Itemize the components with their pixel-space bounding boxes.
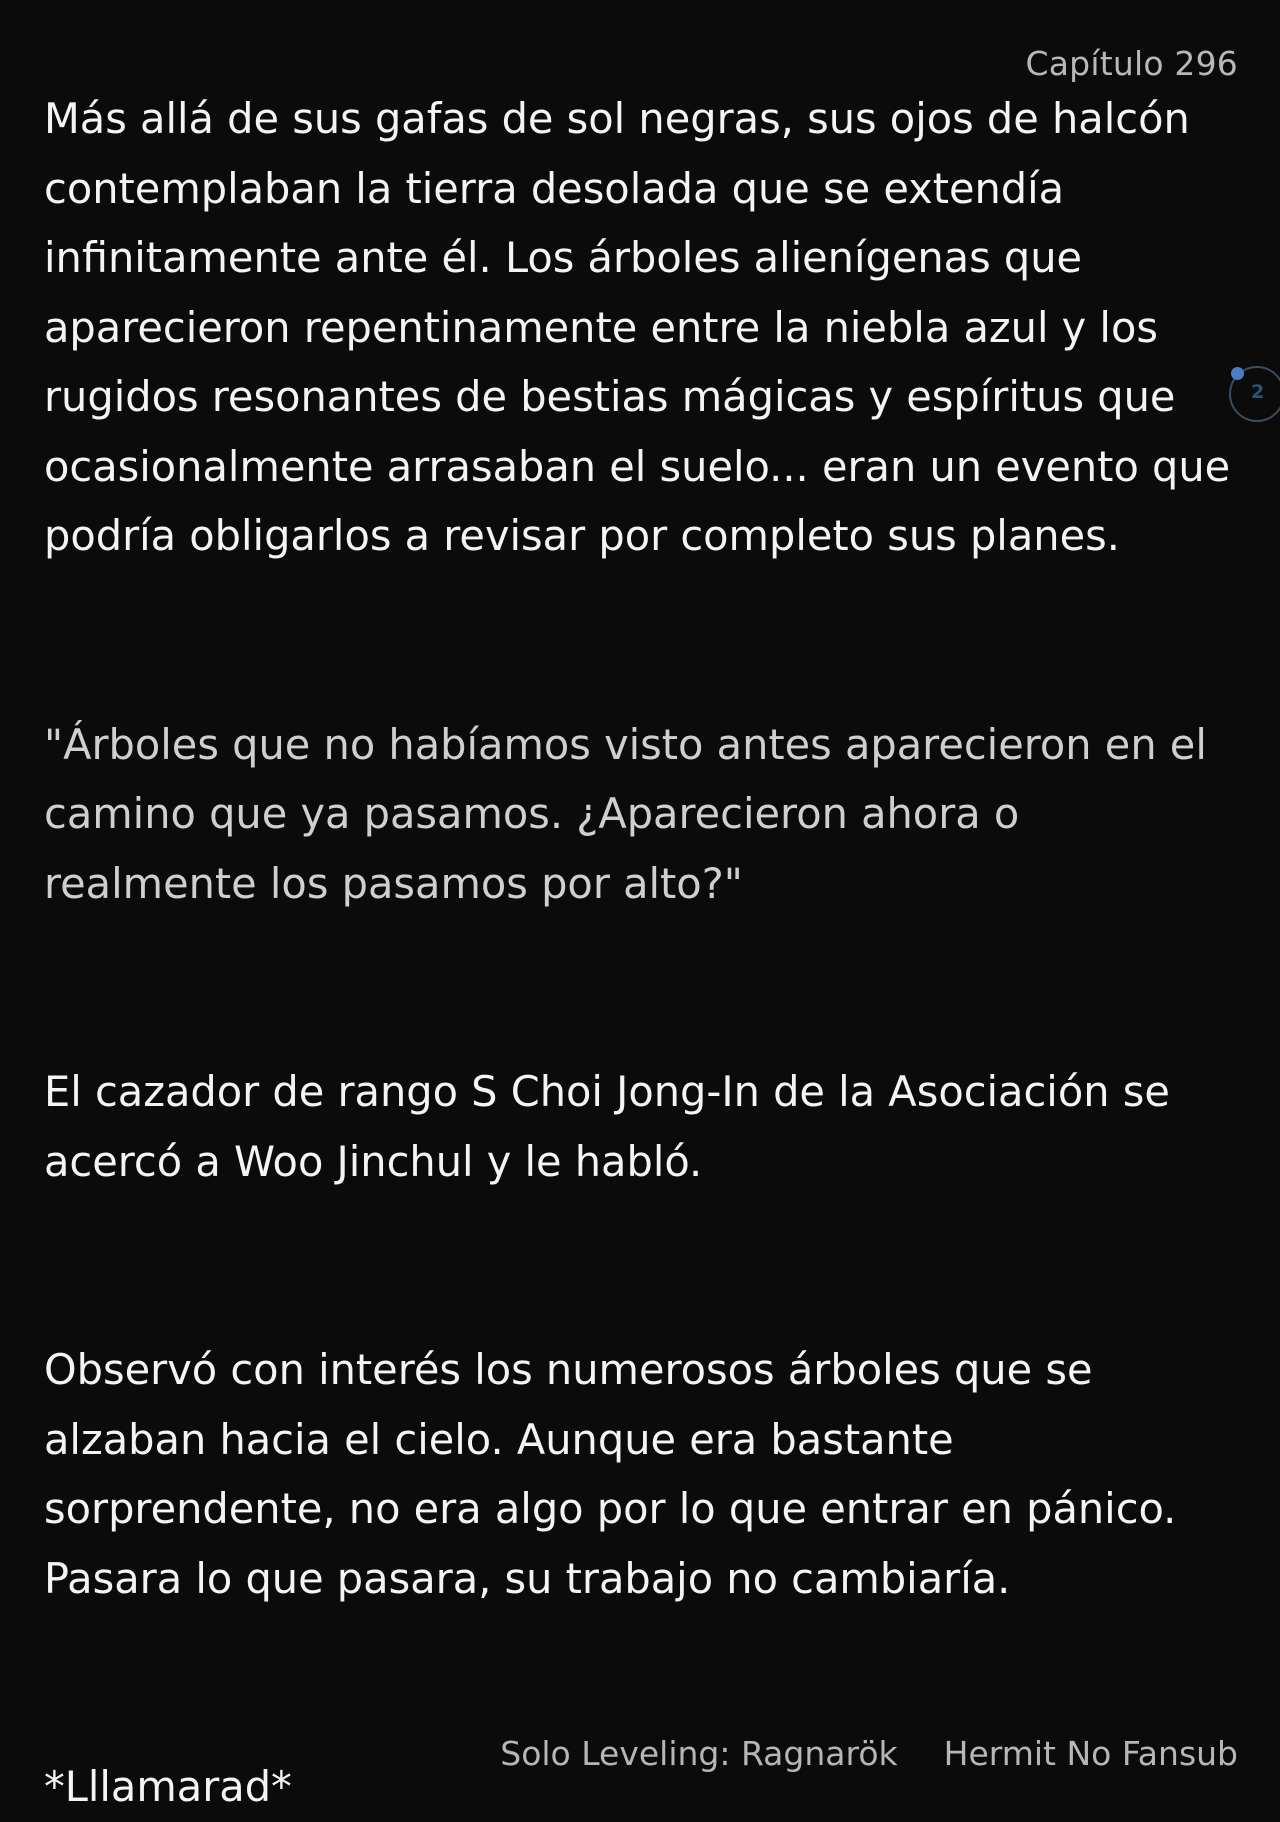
reader-content bbox=[44, 84, 1240, 1822]
text-line: *Lllamarad* bbox=[44, 1762, 292, 1811]
text-line: rugidos resonantes de bestias mágicas y espíritus que bbox=[44, 372, 1176, 421]
text-line: contemplaban la tierra desolada que se extendía bbox=[44, 163, 1065, 213]
paragraph-3 bbox=[44, 1057, 1240, 1196]
text-line: aparecieron repentinamente entre la niebla azul y los bbox=[44, 302, 1158, 352]
footer-translator: Hermit No Fansub bbox=[943, 1734, 1238, 1773]
text-line: El cazador de rango S Choi Jong-In de la Asociación se bbox=[44, 1067, 1170, 1116]
text-line: "Árboles que no habíamos visto antes aparecieron en el bbox=[44, 719, 1207, 769]
footer bbox=[500, 1734, 1238, 1773]
text-line: Pasara lo que pasara, su trabajo no cambiaría. bbox=[44, 1553, 1011, 1603]
text-line: Más allá de sus gafas de sol negras, sus ojos de halcón bbox=[44, 94, 1190, 143]
text-line: realmente los pasamos por alto?" bbox=[44, 858, 743, 908]
text-line: alzaban hacia el cielo. Aunque era bastante bbox=[44, 1414, 954, 1464]
progress-dot-icon bbox=[1231, 367, 1244, 380]
text-line: camino que ya pasamos. ¿Aparecieron ahora o bbox=[44, 789, 1020, 838]
text-line: ocasionalmente arrasaban el suelo... eran un evento que bbox=[44, 441, 1231, 491]
text-line: infinitamente ante él. Los árboles alienígenas que bbox=[44, 233, 1083, 282]
text-line: Observó con interés los numerosos árboles que se bbox=[44, 1345, 1093, 1394]
paragraph-4 bbox=[44, 1335, 1240, 1613]
text-line: sorprendente, no era algo por lo que entrar en pánico. bbox=[44, 1484, 1177, 1533]
text-line: acercó a Woo Jinchul y le habló. bbox=[44, 1136, 703, 1186]
footer-novel-title: Solo Leveling: Ragnarök bbox=[500, 1734, 898, 1773]
paragraph-1 bbox=[44, 84, 1240, 571]
chapter-label: Capítulo 296 bbox=[1025, 44, 1238, 83]
text-line: podría obligarlos a revisar por completo sus planes. bbox=[44, 511, 1120, 560]
page-number: 2 bbox=[1251, 381, 1265, 403]
paragraph-2-dialogue bbox=[44, 710, 1240, 919]
page-indicator-button[interactable] bbox=[1229, 366, 1280, 422]
